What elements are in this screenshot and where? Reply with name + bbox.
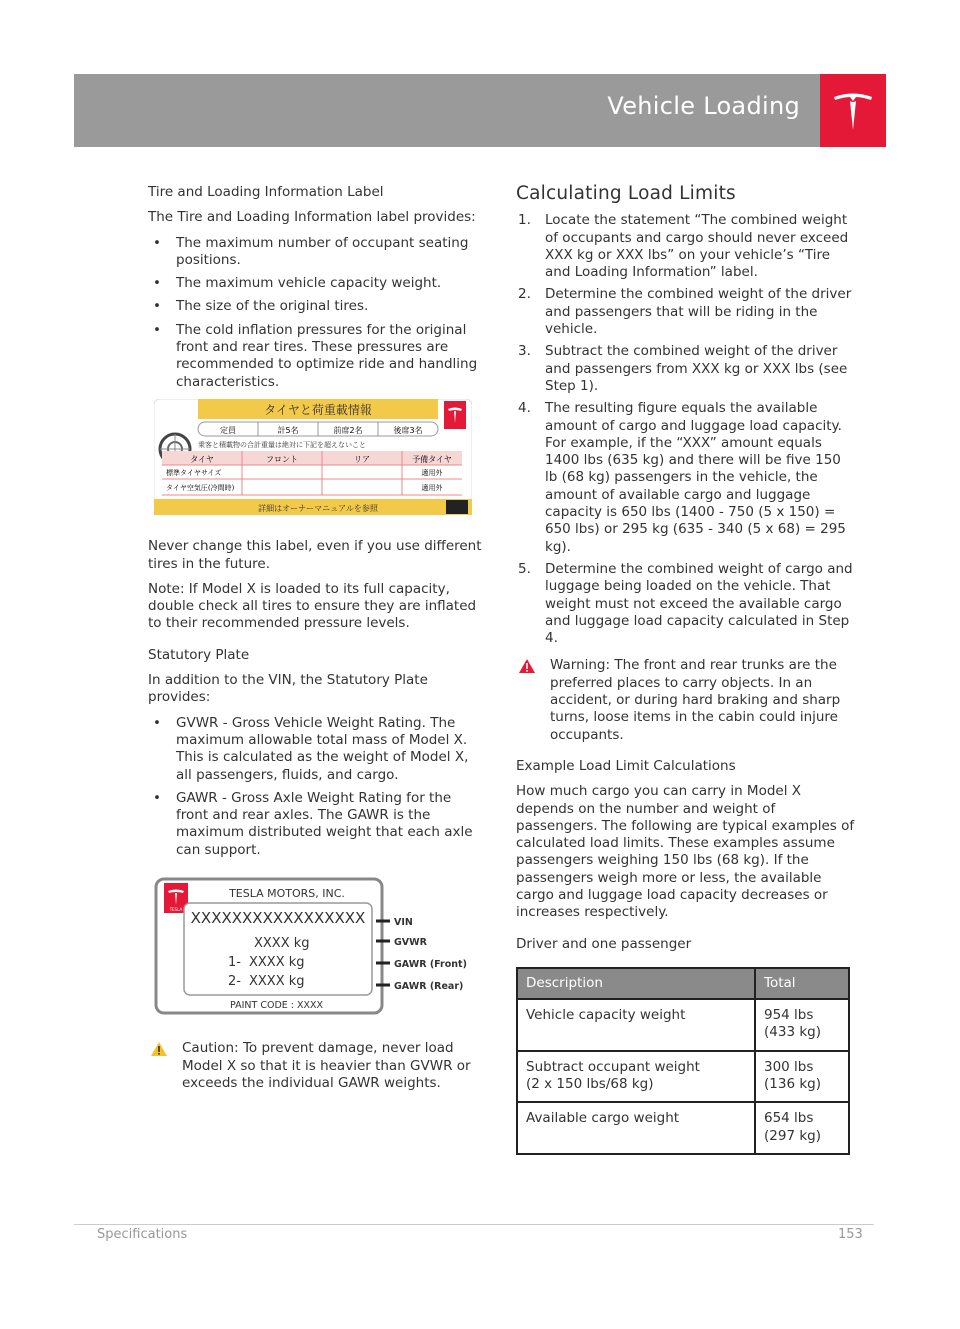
list-item: 3. Subtract the combined weight of the driver and passengers from XXX kg or XXX lbs (see Step 1). <box>518 343 848 394</box>
svg-text:XXXXXXXXXXXXXXXXX: XXXXXXXXXXXXXXXXX <box>190 909 366 928</box>
svg-text:リア: リア <box>354 454 370 464</box>
statutory-heading: Statutory Plate <box>148 646 250 663</box>
table-cell: 954 lbs (433 kg) <box>755 999 849 1051</box>
svg-text:タイヤ: タイヤ <box>190 454 214 464</box>
section-heading: Calculating Load Limits <box>516 183 736 204</box>
svg-text:PAINT CODE : XXXX: PAINT CODE : XXXX <box>230 1000 324 1012</box>
tire-label-intro: The Tire and Loading Information label provides: <box>148 209 476 226</box>
table-header: Description <box>517 968 755 999</box>
footer-divider <box>74 1224 874 1225</box>
statutory-list <box>148 715 486 859</box>
jp-label-title: タイヤと荷重載情報 <box>264 402 372 417</box>
svg-text:定員: 定員 <box>220 425 236 435</box>
svg-text:フロント: フロント <box>266 454 298 464</box>
table-row <box>517 999 849 1051</box>
left-column <box>148 184 486 1106</box>
warning-note <box>516 657 856 743</box>
svg-text:XXXX kg: XXXX kg <box>254 936 310 952</box>
tire-loading-label-image <box>154 399 486 520</box>
table-row <box>517 1102 849 1154</box>
right-column <box>516 184 856 1155</box>
driver-heading: Driver and one passenger <box>516 935 692 952</box>
steps-list <box>516 212 856 647</box>
svg-text:TESLA MOTORS, INC.: TESLA MOTORS, INC. <box>229 887 345 901</box>
svg-text:2-: 2- <box>228 974 241 990</box>
svg-text:詳細はオーナーマニュアルを参照: 詳細はオーナーマニュアルを参照 <box>258 503 378 513</box>
svg-text:XXXX kg: XXXX kg <box>249 955 305 971</box>
caution-note <box>148 1040 486 1092</box>
list-item: • The maximum vehicle capacity weight. <box>153 275 442 292</box>
footer-section: Specifications <box>97 1227 188 1242</box>
table-header-row <box>517 968 849 999</box>
table-cell: 300 lbs (136 kg) <box>755 1051 849 1103</box>
list-item: 1. Locate the statement “The combined weight of occupants and cargo should never exceed XXX kg or XXX lbs” on your vehicle’s “Tire and Loading Information” label. <box>518 212 849 281</box>
svg-text:GAWR (Front): GAWR (Front) <box>394 959 467 971</box>
tire-label-heading: Tire and Loading Information Label <box>148 184 384 200</box>
svg-text:乗客と積載物の合計重量は絶対に下記を超えないこと: 乗客と積載物の合計重量は絶対に下記を超えないこと <box>198 440 366 449</box>
svg-text:XXXX kg: XXXX kg <box>249 974 305 990</box>
page-title: Vehicle Loading <box>607 92 800 120</box>
page-header <box>74 74 886 147</box>
statutory-plate-image <box>154 877 486 1022</box>
svg-text:1-: 1- <box>228 955 241 971</box>
tesla-logo-icon <box>820 74 886 147</box>
svg-text:後席3名: 後席3名 <box>393 425 423 435</box>
never-change-text: Never change this label, even if you use different tires in the future. <box>148 538 482 572</box>
list-item: 2. Determine the combined weight of the driver and passengers that will be riding in the vehicle. <box>518 286 852 338</box>
tire-label-list <box>148 235 486 391</box>
example-text: How much cargo you can carry in Model X depends on the number and weight of passengers. The following are typical examples of calculated load limits. These examples assume passengers weighing 150 lbs (68 kg). If the passengers weigh more or less, the available cargo and luggage load capacity decreases or increases respectively. <box>516 783 855 921</box>
svg-text:TESLA: TESLA <box>169 907 183 913</box>
table-row <box>517 1051 849 1103</box>
list-item: • GAWR - Gross Axle Weight Rating for the front and rear axles. The GAWR is the maximum distributed weight that each axle can support. <box>153 789 473 858</box>
tesla-logo <box>820 74 886 147</box>
svg-text:タイヤ空気圧(冷間時): タイヤ空気圧(冷間時) <box>166 483 235 492</box>
list-item: • GVWR - Gross Vehicle Weight Rating. The maximum allowable total mass of Model X. This is calculated as the weight of Model X, all passengers, fluids, and cargo. <box>153 714 469 783</box>
note-text: Note: If Model X is loaded to its full capacity, double check all tires to ensure they are inflated to their recommended pressure levels. <box>148 580 477 632</box>
list-item: • The maximum number of occupant seating positions. <box>153 234 469 268</box>
list-item: • The cold inflation pressures for the original front and rear tires. These pressures are recommended to optimize ride and handling characteristics. <box>153 321 478 390</box>
caution-icon <box>150 1041 168 1062</box>
load-limit-table <box>516 967 850 1155</box>
statutory-intro: In addition to the VIN, the Statutory Plate provides: <box>148 672 428 706</box>
svg-text:前席2名: 前席2名 <box>333 425 363 435</box>
caution-text: Caution: To prevent damage, never load Model X so that it is heavier than GVWR or exceeds the individual GAWR weights. <box>182 1040 471 1091</box>
svg-text:標準タイヤサイズ: 標準タイヤサイズ <box>166 468 222 477</box>
svg-text:適用外: 適用外 <box>421 468 443 477</box>
svg-text:適用外: 適用外 <box>421 483 443 492</box>
svg-text:GAWR (Rear): GAWR (Rear) <box>394 981 464 993</box>
warning-text: Warning: The front and rear trunks are the preferred places to carry objects. In an accident, or during hard braking and sharp turns, loose items in the cabin could injure occupants. <box>550 657 841 743</box>
example-heading: Example Load Limit Calculations <box>516 757 736 774</box>
table-cell: Available cargo weight <box>517 1102 755 1154</box>
table-cell: Vehicle capacity weight <box>517 999 755 1051</box>
table-cell: Subtract occupant weight (2 x 150 lbs/68 kg) <box>517 1051 755 1103</box>
list-item: 4. The resulting figure equals the available amount of cargo and luggage load capacity. For example, if the “XXX” amount equals 1400 lbs (635 kg) and there will be five 150 lb (68 kg) passengers in the vehicle, the amount of available cargo and luggage capacity is 650 lbs (1400 - 750 (5 x 150) = 650 lbs) or 295 kg (635 - 340 (5 x 68) = 295 kg). <box>518 400 846 555</box>
svg-text:計5名: 計5名 <box>277 425 299 435</box>
list-item: 5. Determine the combined weight of cargo and luggage being loaded on the vehicle. That weight must not exceed the available cargo and luggage load capacity calculated in Step 4. <box>518 560 853 647</box>
warning-icon <box>518 658 536 679</box>
svg-text:VIN: VIN <box>394 917 413 929</box>
svg-text:GVWR: GVWR <box>394 937 427 949</box>
svg-text:予備タイヤ: 予備タイヤ <box>412 454 452 464</box>
table-header: Total <box>755 968 849 999</box>
table-cell: 654 lbs (297 kg) <box>755 1102 849 1154</box>
page-number: 153 <box>838 1227 863 1242</box>
list-item: • The size of the original tires. <box>153 298 369 315</box>
